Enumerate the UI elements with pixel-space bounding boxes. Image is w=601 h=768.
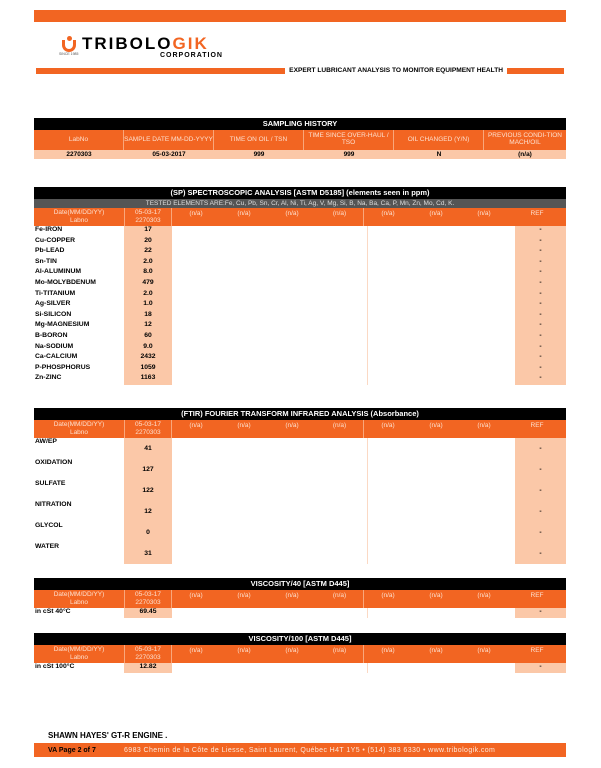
labno-label: Labno xyxy=(69,217,89,224)
row-label: Sn-TIN xyxy=(35,257,57,265)
table-row xyxy=(34,501,566,522)
na-column: (n/a) xyxy=(285,647,299,654)
na-column: (n/a) xyxy=(477,422,491,429)
empty-cell xyxy=(172,364,368,375)
ref-value: - xyxy=(515,247,566,258)
ref-column: REF xyxy=(530,210,544,217)
sampling-history-section xyxy=(34,118,566,159)
sample-date: 05-03-17 xyxy=(134,209,162,217)
row-value: 12 xyxy=(124,501,172,522)
empty-cell xyxy=(172,290,368,301)
na-column: (n/a) xyxy=(381,422,395,429)
empty-cell xyxy=(172,374,368,385)
column-header: LabNo xyxy=(34,130,124,150)
na-column: (n/a) xyxy=(237,422,251,429)
section-title: VISCOSITY/100 [ASTM D445] xyxy=(34,633,566,645)
row-value: 9.0 xyxy=(124,343,172,354)
na-column: (n/a) xyxy=(429,647,443,654)
table-row xyxy=(34,374,566,385)
brand-subtitle: CORPORATION xyxy=(160,52,223,59)
labno-label: Labno xyxy=(69,654,89,661)
row-value: 20 xyxy=(124,237,172,248)
na-column: (n/a) xyxy=(477,647,491,654)
grid-header-row xyxy=(34,590,566,608)
empty-cell xyxy=(368,268,515,279)
empty-cell xyxy=(368,300,515,311)
row-label: in cSt 100°C xyxy=(35,663,75,670)
empty-cell xyxy=(172,332,368,343)
empty-cell xyxy=(172,522,368,543)
ref-value: - xyxy=(515,311,566,322)
na-column: (n/a) xyxy=(429,592,443,599)
ref-value: - xyxy=(515,258,566,269)
row-label: Si-SILICON xyxy=(35,310,72,318)
row-label: Mg-MAGNESIUM xyxy=(35,321,90,329)
labno-label: Labno xyxy=(69,429,89,436)
table-row xyxy=(34,258,566,269)
na-column: (n/a) xyxy=(237,592,251,599)
table-row xyxy=(34,268,566,279)
ref-column: REF xyxy=(530,592,544,599)
empty-cell xyxy=(368,279,515,290)
na-column: (n/a) xyxy=(189,210,203,217)
column-header: OIL CHANGED (Y/N) xyxy=(394,130,484,150)
tagline: EXPERT LUBRICANT ANALYSIS TO MONITOR EQUIPMENT HEALTH xyxy=(289,67,503,74)
section-title: VISCOSITY/40 [ASTM D445] xyxy=(34,578,566,590)
grid-header-row xyxy=(34,420,566,438)
empty-cell xyxy=(368,501,515,522)
row-label: NITRATION xyxy=(35,501,72,508)
ftir-section xyxy=(34,408,566,564)
table-row xyxy=(34,290,566,301)
ref-value: - xyxy=(515,480,566,501)
column-header: TIME SINCE OVER-HAUL / TSO xyxy=(304,130,394,150)
page-number: VA Page 2 of 7 xyxy=(48,746,96,754)
footer-bar xyxy=(34,743,566,757)
row-label: in cSt 40°C xyxy=(35,608,71,615)
sample-labno: 2270303 xyxy=(135,217,161,224)
table-row xyxy=(34,459,566,480)
ref-value: - xyxy=(515,321,566,332)
row-value: 12.82 xyxy=(124,663,172,673)
row-label: SULFATE xyxy=(35,480,66,487)
ref-value: - xyxy=(515,268,566,279)
table-row xyxy=(34,279,566,290)
empty-cell xyxy=(172,237,368,248)
empty-cell xyxy=(172,353,368,364)
table-row xyxy=(34,353,566,364)
row-value: 12 xyxy=(124,321,172,332)
row-value: 2.0 xyxy=(124,258,172,269)
na-column: (n/a) xyxy=(237,647,251,654)
tagline-bar xyxy=(36,66,564,75)
labno-label: Labno xyxy=(69,599,89,606)
empty-cell xyxy=(368,459,515,480)
top-accent-bar xyxy=(34,10,566,22)
ref-value: - xyxy=(515,279,566,290)
table-row xyxy=(34,438,566,459)
ref-value: - xyxy=(515,543,566,564)
row-label: Ag-SILVER xyxy=(35,300,71,308)
row-label: WATER xyxy=(35,543,60,550)
row-value: 1163 xyxy=(124,374,172,385)
date-label: Date(MM/DD/YY) xyxy=(53,209,105,217)
sample-labno: 2270303 xyxy=(135,599,161,606)
row-value: 127 xyxy=(124,459,172,480)
empty-cell xyxy=(368,364,515,375)
date-label: Date(MM/DD/YY) xyxy=(53,421,105,429)
empty-cell xyxy=(368,438,515,459)
table-row xyxy=(34,237,566,248)
table-row xyxy=(34,247,566,258)
table-row xyxy=(34,364,566,375)
empty-cell xyxy=(368,247,515,258)
empty-cell xyxy=(172,311,368,322)
sample-date: 05-03-17 xyxy=(134,421,162,429)
tested-elements: TESTED ELEMENTS ARE:Fe, Cu, Pb, Sn, Cr, Al, Ni, Ti, Ag, V, Mg, Si, B, Na, Ba, Ca, P, Mn, Zn, Mo, Cd, K. xyxy=(34,199,566,208)
na-column: (n/a) xyxy=(189,647,203,654)
section-title: (SP) SPECTROSCOPIC ANALYSIS [ASTM D5185] (elements seen in ppm) xyxy=(34,187,566,199)
empty-cell xyxy=(368,332,515,343)
row-value: 8.0 xyxy=(124,268,172,279)
column-header: SAMPLE DATE MM-DD-YYYY xyxy=(124,130,214,150)
sample-labno: 2270303 xyxy=(135,429,161,436)
row-label: Ti-TITANIUM xyxy=(35,289,76,297)
sample-date: 05-03-17 xyxy=(134,646,162,654)
empty-cell xyxy=(172,226,368,237)
empty-cell xyxy=(368,321,515,332)
cell: 2270303 xyxy=(66,151,92,158)
na-column: (n/a) xyxy=(189,592,203,599)
empty-cell xyxy=(172,543,368,564)
cell: 05-03-2017 xyxy=(152,151,186,158)
row-value: 31 xyxy=(124,543,172,564)
ref-value: - xyxy=(515,501,566,522)
na-column: (n/a) xyxy=(316,208,364,226)
empty-cell xyxy=(368,290,515,301)
grid-header-row xyxy=(34,208,566,226)
row-label: Zn-ZINC xyxy=(35,374,62,382)
na-column: (n/a) xyxy=(381,210,395,217)
date-label: Date(MM/DD/YY) xyxy=(53,646,105,654)
row-value: 2.0 xyxy=(124,290,172,301)
empty-cell xyxy=(172,480,368,501)
row-label: B-BORON xyxy=(35,331,68,339)
table-row xyxy=(34,226,566,237)
ref-value: - xyxy=(515,522,566,543)
empty-cell xyxy=(172,268,368,279)
table-row xyxy=(34,311,566,322)
sample-labno: 2270303 xyxy=(135,654,161,661)
row-label: P-PHOSPHORUS xyxy=(35,363,91,371)
row-label: Cu-COPPER xyxy=(35,236,76,244)
ref-value: - xyxy=(515,459,566,480)
row-label: Al-ALUMINUM xyxy=(35,268,82,276)
empty-cell xyxy=(172,247,368,258)
row-label: Ca-CALCIUM xyxy=(35,353,78,361)
na-column: (n/a) xyxy=(316,590,364,608)
empty-cell xyxy=(172,438,368,459)
table-row xyxy=(34,343,566,354)
empty-cell xyxy=(172,279,368,290)
ref-value: - xyxy=(515,290,566,301)
row-label: OXIDATION xyxy=(35,459,73,466)
na-column: (n/a) xyxy=(429,422,443,429)
ref-value: - xyxy=(515,353,566,364)
empty-cell xyxy=(368,480,515,501)
empty-cell xyxy=(368,237,515,248)
row-value: 0 xyxy=(124,522,172,543)
empty-cell xyxy=(368,343,515,354)
viscosity-100-section xyxy=(34,633,566,673)
row-label: Mo-MOLYBDENUM xyxy=(35,278,96,286)
table-row xyxy=(34,543,566,564)
empty-cell xyxy=(368,374,515,385)
empty-cell xyxy=(172,459,368,480)
row-value: 22 xyxy=(124,247,172,258)
table-row xyxy=(34,321,566,332)
na-column: (n/a) xyxy=(381,647,395,654)
table-row xyxy=(34,663,566,673)
empty-cell xyxy=(172,321,368,332)
row-label: AW/EP xyxy=(35,438,57,445)
ref-value: - xyxy=(515,364,566,375)
empty-cell xyxy=(172,258,368,269)
empty-cell xyxy=(172,300,368,311)
row-value: 122 xyxy=(124,480,172,501)
ref-value: - xyxy=(515,226,566,237)
ref-value: - xyxy=(515,237,566,248)
ref-column: REF xyxy=(530,647,544,654)
row-value: 41 xyxy=(124,438,172,459)
ref-value: - xyxy=(515,300,566,311)
company-address: 6983 Chemin de la Côte de Liesse, Saint Laurent, Québec H4T 1Y5 • (514) 383 6330 • www.tribologik.com xyxy=(124,746,496,754)
tribologik-logo-icon xyxy=(62,36,76,52)
row-label: Fe-IRON xyxy=(35,226,63,233)
viscosity-40-section xyxy=(34,578,566,618)
ref-value: - xyxy=(515,438,566,459)
cell: (n/a) xyxy=(518,151,532,158)
na-column: (n/a) xyxy=(477,592,491,599)
table-row xyxy=(34,480,566,501)
table-row xyxy=(34,332,566,343)
na-column: (n/a) xyxy=(285,422,299,429)
na-column: (n/a) xyxy=(429,210,443,217)
empty-cell xyxy=(172,501,368,522)
cell: 999 xyxy=(343,151,355,158)
sampling-header-row xyxy=(34,130,566,150)
ref-value: - xyxy=(515,608,566,618)
table-row xyxy=(34,300,566,311)
na-column: (n/a) xyxy=(381,592,395,599)
row-label: GLYCOL xyxy=(35,522,63,529)
since-label: SINCE 1985 xyxy=(59,52,79,56)
cell: 999 xyxy=(253,151,265,158)
empty-cell xyxy=(368,226,515,237)
column-header: TIME ON OIL / TSN xyxy=(214,130,304,150)
spectroscopic-section xyxy=(34,187,566,385)
column-header: PREVIOUS CONDI-TION MACH/OIL xyxy=(487,132,563,146)
section-title: SAMPLING HISTORY xyxy=(34,118,566,130)
row-label: Pb-LEAD xyxy=(35,247,65,255)
ref-value: - xyxy=(515,343,566,354)
sample-name: SHAWN HAYES' GT-R ENGINE . xyxy=(48,731,168,740)
row-value: 17 xyxy=(124,226,172,237)
row-value: 479 xyxy=(124,279,172,290)
ref-value: - xyxy=(515,374,566,385)
sampling-values-row xyxy=(34,150,566,159)
row-value: 2432 xyxy=(124,353,172,364)
table-row xyxy=(34,522,566,543)
row-value: 60 xyxy=(124,332,172,343)
grid-header-row xyxy=(34,645,566,663)
na-column: (n/a) xyxy=(477,210,491,217)
brand-name: TRIBOLOGIK xyxy=(82,34,209,53)
empty-cell xyxy=(368,311,515,322)
na-column: (n/a) xyxy=(189,422,203,429)
ref-column: REF xyxy=(530,422,544,429)
ref-value: - xyxy=(515,332,566,343)
row-value: 69.45 xyxy=(124,608,172,618)
row-value: 1.0 xyxy=(124,300,172,311)
date-label: Date(MM/DD/YY) xyxy=(53,591,105,599)
sample-date: 05-03-17 xyxy=(134,591,162,599)
section-title: (FTIR) FOURIER TRANSFORM INFRARED ANALYSIS (Absorbance) xyxy=(34,408,566,420)
empty-cell xyxy=(368,258,515,269)
na-column: (n/a) xyxy=(237,210,251,217)
row-label: Na-SODIUM xyxy=(35,342,74,350)
empty-cell xyxy=(172,343,368,354)
na-column: (n/a) xyxy=(316,420,364,438)
empty-cell xyxy=(368,522,515,543)
row-value: 1059 xyxy=(124,364,172,375)
ref-value: - xyxy=(515,663,566,673)
row-value: 18 xyxy=(124,311,172,322)
na-column: (n/a) xyxy=(316,645,364,663)
na-column: (n/a) xyxy=(285,592,299,599)
cell: N xyxy=(436,151,442,158)
company-logo xyxy=(62,34,209,54)
empty-cell xyxy=(368,353,515,364)
table-row xyxy=(34,608,566,618)
na-column: (n/a) xyxy=(285,210,299,217)
empty-cell xyxy=(368,543,515,564)
